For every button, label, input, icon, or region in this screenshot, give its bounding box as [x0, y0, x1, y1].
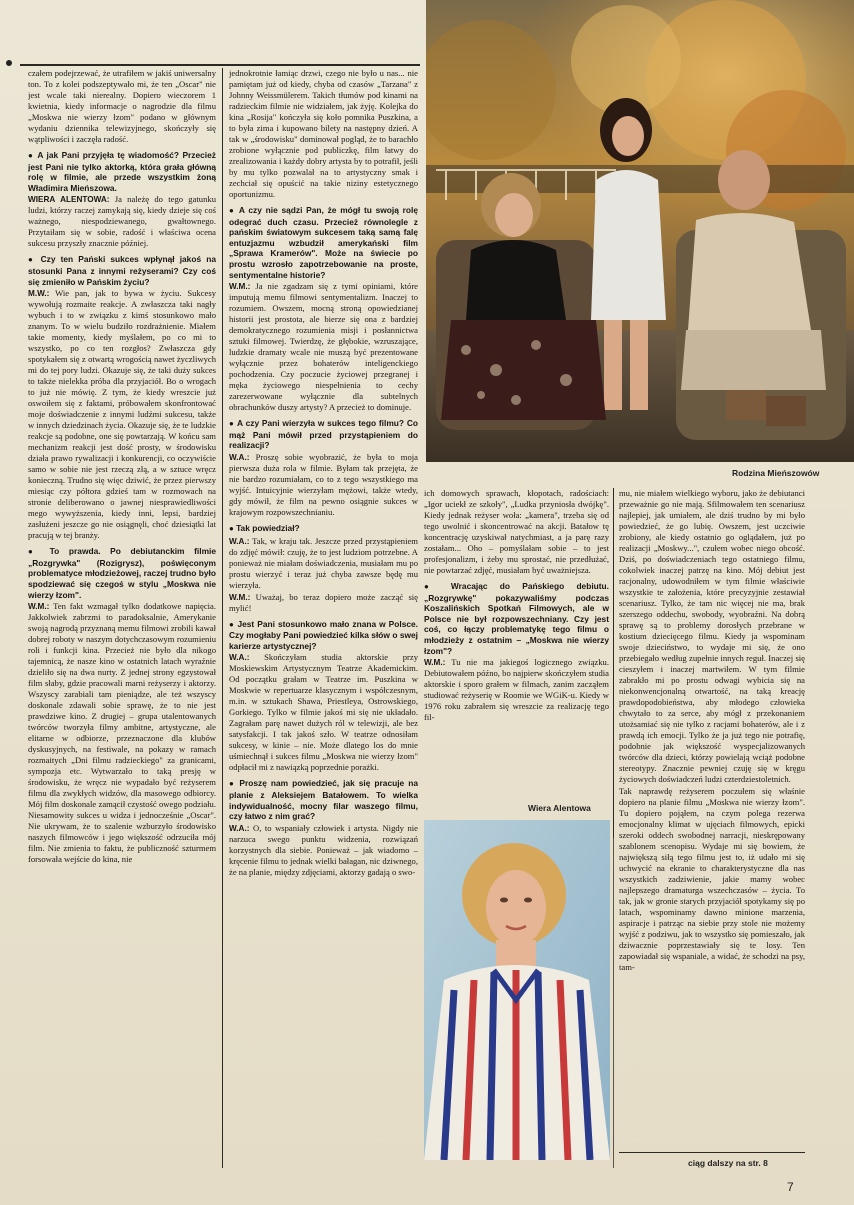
top-rule	[20, 64, 420, 66]
column-divider	[613, 488, 614, 838]
answer-text: O, to wspaniały człowiek i artysta. Nigdy nie narzuca swego punktu widzenia, rozwiązań korzystnych dla siebie. Ponieważ – jak wiadomo – kręcenie filmu to jednak wielki bałagan, nic dziwnego, że na planie, między zdjęciami, aktorzy gadają o swo-	[229, 822, 418, 877]
interview-answer	[229, 823, 418, 878]
family-photo	[426, 0, 854, 462]
interview-question: ● Wracając do Pańskiego debiutu. „Rozgrywkę" pokazywaliśmy podczas Koszalińskich Spotkań Filmowych, ale w Polsce nie był rozpowszechniany. Czy jest coś, co łączy problematykę tego filmu o młodzieży z ostatnim – „Moskwa nie wierzy łzom"?	[424, 581, 609, 656]
text-column-4	[619, 488, 805, 1148]
speaker-label: W.M.:	[28, 602, 50, 612]
answer-text: Ten fakt wzmagał tylko dodatkowe napięcia. Jakkolwiek zabrzmi to paradoksalnie, Amerykanie swoją nagrodą przyznaną memu filmowi zrobili kawał dobrej roboty w naszym dotychczasowym rozumieniu roli i funkcji kina. Przecież nie było dla nikogo tajemnicą, że nasze kino w ostatnich latach wyraźnie dzieliło się na dwa nurty. Z jednej strony egzystował film słaby, gdzie pracowali marni reżyserzy i aktorzy. Wszyscy zarabiali tam pieniądze, ale też wszyscy doskonale zdawali sobie sprawę, że to nie jest prawdziwe kino. Z drugiej – grupa utalentowanych twórców tworzyła filmy ambitne, artystyczne, ale elitarne w odbiorze, przeznaczone dla klubów dyskusyjnych, na festiwale, na pokazy w ramach rozmaitych „Dni filmu radzieckiego" za granicami, sympozja etc. Wytwarzało to taką presję w środowisku, że wręcz nie wypadało być reżyserem filmu dla zwykłych widzów, dla masowego odbiorcy. Mój film doskonale zamącił czystość owego podziału. Niesamowity sukces u widza i jednocześnie „Oscar". Nie ukrywam, że to szalenie wzburzyło środowisko naszych filmowców i jego większość odrzuciła mój film. Nie zmienia to faktu, że publiczność szturmem forsowała wejście do kina, nie	[28, 601, 216, 865]
interview-answer	[229, 452, 418, 518]
answer-text: Proszę sobie wyobrazić, że była to moja pierwsza duża rola w filmie. Byłam tak przejęta, że nie bardzo rozumiałam, co to z tego wszystkiego ma wyjść. Intuicyjnie wierzyłam mężowi, także wtedy, gdy mówił, że film na pewno osiągnie sukces w krajowym rozpowszechnianiu.	[229, 451, 418, 517]
bottom-rule	[619, 1152, 805, 1153]
article-paragraph: jednokrotnie łamiąc drzwi, czego nie było u nas... nie pamiętam już od kiedy, chyba od czasów „Tarzana" z Johnny Weissmülerem. Takich tłumów pod kinami na radzieckim filmie nie widziałem, jak żyję. Kolejka do kina „Rosija" kończyła się koło pomnika Puszkina, a to była zima i kupowano bilety na następny dzień. A tak w „środowisku" dominował pogląd, że to barachło zrobione wyłącznie pod publiczkę, film łatwy do zrealizowania i każdy dobry artysta by to potrafił, jeśli by mu tylko pozwalał na to artystyczny smak i zechciał się opuścić na takie niziny estetycznego oportunizmu.	[229, 68, 418, 199]
speaker-label: WIERA ALENTOWA:	[28, 195, 110, 205]
speaker-label: W.M.:	[229, 282, 251, 292]
text-column-1	[28, 68, 216, 1190]
portrait-photo-caption: Wiera Alentowa	[528, 803, 591, 813]
interview-answer	[424, 657, 609, 723]
text-column-2	[229, 68, 418, 1178]
interview-answer	[229, 652, 418, 773]
interview-answer	[28, 601, 216, 865]
answer-text: Uważaj, bo teraz dopiero może zacząć się mylić!	[229, 591, 418, 613]
portrait-photo	[424, 820, 610, 1160]
family-photo-caption: Rodzina Mieńszowów	[732, 468, 820, 478]
page-number: 7	[787, 1180, 794, 1194]
speaker-label: M.W.:	[28, 289, 50, 299]
interview-question: ● Proszę nam powiedzieć, jak się pracuje na planie z Aleksiejem Batałowem. To wielka indywidualność, mocny filar waszego filmu, czy łatwo z nim grać?	[229, 778, 418, 821]
answer-text: Ja nie zgadzam się z tymi opiniami, które imputują memu filmowi sentymentalizm. Inaczej to rozumiem. Owszem, mocną stroną opowiedzianej historii jest prostota, ale bierze się ona z bardziej demokratycznego rozumienia misji i posłannictwa sztuki filmowej. Twierdzę, że głębokie, wzruszające, ludzkie dramaty wcale nie muszą być prezentowane wyłącznie przez bohaterów inteligenckiego pochodzenia. Czy poczucie życiowej przegranej i męka życiowego niespełnienia to cechy zarezerwowane wyłącznie dla subtelnych obrachunków duszy artysty? A przecież to dominuje.	[229, 281, 418, 413]
answer-text: Tak, w kraju tak. Jeszcze przed przystąpieniem do zdjęć mówił: czuję, że to jest ludziom potrzebne. A ponieważ nie miałam doświadczenia, musiałam mu po prostu wierzyć i teraz już chyba zawsze będę mu wierzyła.	[229, 535, 418, 590]
speaker-label: W.A.:	[229, 536, 250, 546]
interview-answer	[28, 194, 216, 249]
margin-mark	[6, 60, 12, 66]
column-divider	[222, 68, 223, 1168]
interview-answer	[229, 536, 418, 591]
speaker-label: W.A.:	[229, 452, 250, 462]
answer-text: Wie pan, jak to bywa w życiu. Sukcesy wywołują rozmaite reakcje. A zwłaszcza taki nagły wybuch i to w związku z kimś stosunkowo mało znanym. To w wielu budziło rozdrażnienie. Miałem takie momenty, kiedy myślałem, po co mi to wszystko, po co ten rozgłos? Zwłaszcza gdy spotykałem się z otwartą wrogością nawet życzliwych mi do tej pory ludzi. Okazuje się, że taki duży sukces to także nielekka próba dla przyjaciół. Bo o wrogach to już nie mówię. Z tym, że kiedy wreszcie już oswoiłem się z faktami, próbowałem skonfrontować moje doświadczenie z innymi ludźmi sukcesu, także w innych dziedzinach życia. Okazuje się, że te ludzkie reakcje są podobne, one się powtarzają. W końcu sam mechanizm reakcji jest dość prosty, w środowisku działa prawo rywalizacji i konkurencji, co oczywiście samo w sobie nie jest rzeczą złą, a w sztuce wręcz konieczną. Trudno się więc dziwić, że przez pierwszy miesiąc czy półtora gdzieś tam w rozmowach na stronie deliberowano o jawnej niesprawiedliwości mego wywyższenia, kiedy inni, lepsi, bardziej zasłużeni jeszcze go nie osiągnęli, choć dziesiątki lat pracują w tej branży.	[28, 288, 216, 541]
article-paragraph: Tak naprawdę reżyserem poczułem się właśnie dopiero na planie filmu „Moskwa nie wierzy łzom". Tu dopiero pojąłem, na czym polega rezerwa emocjonalny klimat w ujęciach filmowych, epicki szeroki oddech swobodnej narracji, nieskrępowany szablonem scenopisu. Wydaje mi się bowiem, że największą siłą tego filmu jest to, iż udało mi się uchwycić na ekranie to charakterystyczne dla nas wszystkich zadziwienie, jakie mamy wobec najlepszego dramaturga wszechczasów – życia. To tak, jak w gronie starych przyjaciół spotykamy się po latach, wspominamy dawno minione marzenia, aspiracje i patrząc na siebie przy stole nie możemy wyjść z podziwu, jak to wszystko się pomieszało, jak dziwacznie poprzestawiały się te losy. Ten zapowiadał się wspaniale, a widać, że schodzi na psy, tam-	[619, 786, 805, 972]
interview-question: ● Tak powiedział?	[229, 523, 418, 535]
speaker-label: W.A.:	[229, 653, 250, 663]
interview-question: ● Jest Pani stosunkowo mało znana w Polsce. Czy mogłaby Pani powiedzieć kilka słów o swej karierze artystycznej?	[229, 619, 418, 652]
text-column-3	[424, 488, 609, 794]
answer-text: Tu nie ma jakiegoś logicznego związku. Debiutowałem późno, bo najpierw skończyłem studia aktorskie i sporo grałem w filmach, zanim zacząłem studiować reżyserię w Roomie we WGiK-u. Kiedy w 1976 roku zabrałem się wreszcie za realizację tego fil-	[424, 657, 609, 723]
interview-answer	[28, 288, 216, 541]
speaker-label: W.A.:	[229, 823, 250, 833]
continuation-note: ciąg dalszy na str. 8	[688, 1158, 768, 1168]
speaker-label: W.M.:	[229, 592, 251, 602]
article-paragraph: ich domowych sprawach, kłopotach, radościach: „Igor uciekł ze szkoły", „Ludka przyniosła dwójkę". Kiedy jednak reżyser woła: „kamera", trzeba się od tego uwolnić i skoncentrować na akcji. Batałow tę koncentrację uzyskiwał natychmiast, a ja parę razy zostałam... Oho – pomyślałam sobie – to jest profesjonalizm, i żeby mu sprostać, nie przedłużać, nie powtarzać zdjęć, musiałam być uważniejsza.	[424, 488, 609, 575]
column-divider	[613, 838, 614, 1168]
interview-answer	[229, 592, 418, 614]
interview-question: ● To prawda. Po debiutanckim filmie „Rozgrywka" (Rozigrysz), poświęconym problematyce młodzieżowej, raczej trudno było spodziewać się czegoś w stylu „Moskwa nie wierzy łzom".	[28, 546, 216, 600]
interview-question: ● A jak Pani przyjęła tę wiadomość? Przecież jest Pani nie tylko aktorką, która grała główną rolę w filmie, ale przede wszystkim żoną Władimira Mieńszowa.	[28, 150, 216, 193]
article-paragraph: mu, nie miałem wielkiego wyboru, jako że debiutanci przeważnie go nie mają. Sfilmowałem ten scenariusz najlepiej, jak umiałem, ale dziś trudno by mi było powiedzieć, że go lubię. Owszem, jest uczciwie zrobiony, ale kiedy ostatnio go oglądałem, już po realizacji „Moskwy...", czułem wobec niego obcość. Dziś, po doświadczeniach tego ostatniego filmu, cokolwiek inaczej patrzę na kino. Mój debiut jest racjonalny, udowodniłem w tym filmie właściwie wszystkie te założenia, które precyzyjnie zestawiał scenariusz. Tylko, że tam nic więcej nie ma, brak szerszego oddechu, swobody, wyobraźni. Na dobrą sprawę są to problemy dorosłych przebrane w kostium dziecięcego filmu. Kiedy ja wspominam swoje dzieciństwo, to wydaje mi się, że ono przebiegało według zupełnie innych reguł. Inaczej się cieszyłem i inaczej martwiłem. W tym filmie zabrakło mi po prostu odwagi wybicia się na niekonwencjonalną otwartość, na taką kreację prawdopodobieństwa, aby młodego człowieka chwytało to za serce, aby mógł z przekonaniem utożsamiać się nie tylko z racjami bohaterów, ale i z prawdą ich emocji. Tylko że ja już tego nie potrafię, podobnie jak większość wyspecjalizowanych twórców dla dzieci, którzy powielają wciąż podobne stereotypy. Znacznie pewniej czuję się w kręgu życiowych doświadczeń ludzi czterdziestoletnich.	[619, 488, 805, 784]
interview-question: ● A czy nie sądzi Pan, że mógł tu swoją rolę odegrać duch czasu. Przecież równolegle z pańskim światowym sukcesem taką samą falę entuzjazmu wzbudził amerykański film „Sprawa Kramerów". Może na świecie po prostu wzrosło zapotrzebowanie na proste, sentymentalne historie?	[229, 205, 418, 280]
portrait-photo-image	[424, 820, 610, 1160]
answer-text: Skończyłam studia aktorskie przy Moskiewskim Artystycznym Teatrze Akademickim. Od początku grałam w Teatrze im. Puszkina w Moskwie w repertuarze klasycznym i współczesnym, m.in. w sztukach Shawa, Priestleya, Ostrowskiego, Gorkiego. Tylko w filmie jakoś mi się nie układało. Zagrałam parę nawet dużych ról w telewizji, ale bez satysfakcji. I tak jakoś szło. W teatrze odnosiłam sukcesy, w kinie – nie. Może dlatego los do mnie uśmiechnął i sukces filmu „Moskwa nie wierzy łzom" odpłacił mi z nawiązką poprzednie porażki.	[229, 652, 418, 773]
interview-question: ● A czy Pani wierzyła w sukces tego filmu? Co mąż Pani mówił przed przystąpieniem do realizacji?	[229, 418, 418, 451]
interview-question: ● Czy ten Pański sukces wpłynął jakoś na stosunki Pana z innymi reżyserami? Czy coś się zmieniło w Pańskim życiu?	[28, 254, 216, 287]
speaker-label: W.M.:	[424, 658, 446, 668]
answer-text: Ja należę do tego gatunku ludzi, którzy raczej zamykają się, kiedy dzieje się coś ważnego, niespodziewanego, gwałtownego. Przytaiłam się w sobie, radość i właściwa ocena sukcesu przyszły znacznie później.	[28, 194, 216, 249]
interview-answer	[229, 281, 418, 413]
article-paragraph: czałem podejrzewać, że utrafiłem w jakiś uniwersalny ton. To z kolei podszeptywało mi, że ten „Oscar" nie jest wcale taki nierealny. Dopiero wieczorem 1 kwietnia, kiedy informacje o nagrodzie dla filmu „Moskwa nie wierzy łzom" podano w głównym wydaniu dziennika telewizyjnego, skończyły się wątpliwości i zaczęła radość.	[28, 68, 216, 144]
family-photo-image	[426, 0, 854, 462]
